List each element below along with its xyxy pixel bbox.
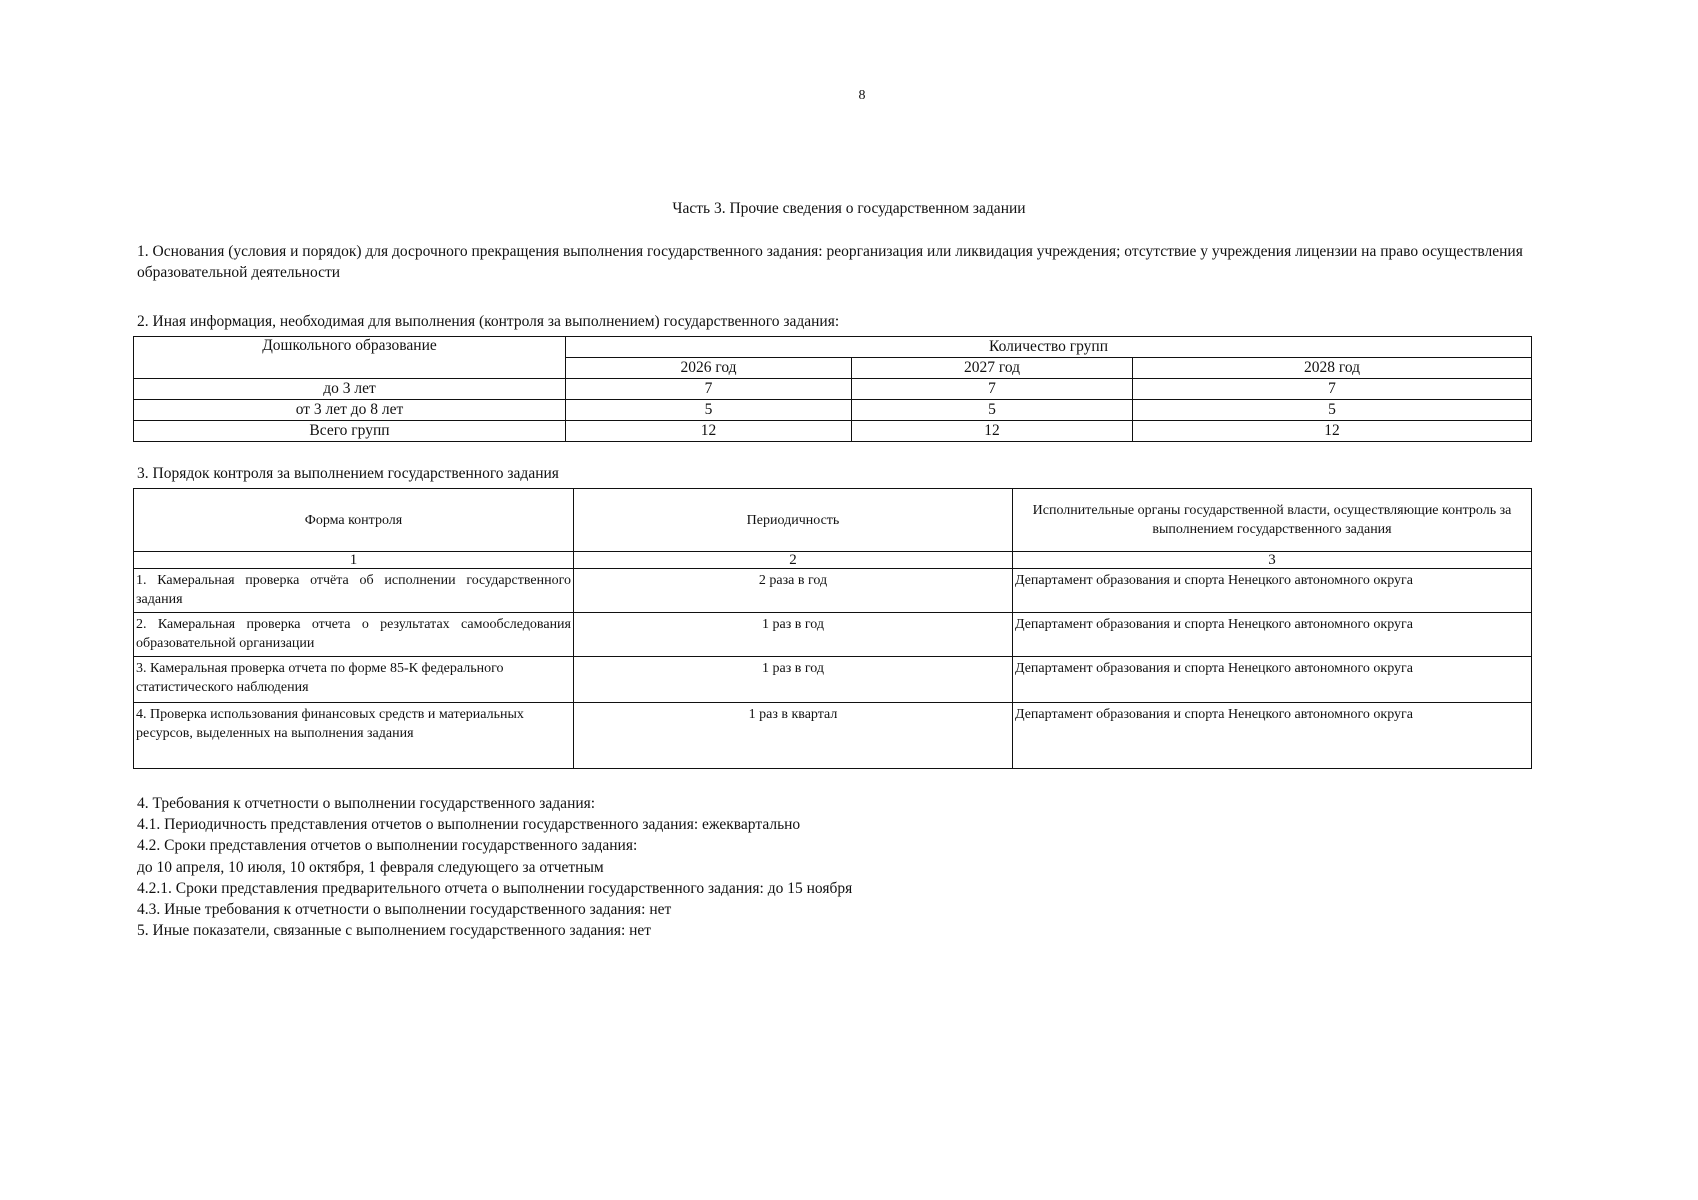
- control-form: 2. Камеральная проверка отчета о результатах самообследования образовательной организации: [134, 613, 574, 657]
- group-count: 7: [852, 379, 1133, 400]
- group-count: 12: [566, 421, 852, 442]
- periodicity: 1 раз в квартал: [574, 703, 1013, 769]
- executive-body: Департамент образования и спорта Ненецкого автономного округа: [1013, 569, 1532, 613]
- reporting-requirements: [137, 793, 1337, 941]
- control-form: 1. Камеральная проверка отчёта об исполнении государственного задания: [134, 569, 574, 613]
- table-row: [134, 400, 1532, 421]
- requirement-line: 4.1. Периодичность представления отчетов о выполнении государственного задания: ежеквартально: [137, 816, 801, 834]
- year-header: 2027 год: [852, 358, 1133, 379]
- control-form-header: Форма контроля: [134, 489, 574, 552]
- groups-top-header: Количество групп: [566, 337, 1532, 358]
- control-form: 3. Камеральная проверка отчета по форме 85-К федерального статистического наблюдения: [134, 657, 574, 703]
- group-count: 12: [852, 421, 1133, 442]
- year-header: 2028 год: [1133, 358, 1532, 379]
- requirement-line: до 10 апреля, 10 июля, 10 октября, 1 февраля следующего за отчетным: [137, 858, 604, 876]
- year-header: 2026 год: [566, 358, 852, 379]
- control-procedure-paragraph: 3. Порядок контроля за выполнением государственного задания: [137, 465, 559, 482]
- age-group-label: от 3 лет до 8 лет: [134, 400, 566, 421]
- table-row: [134, 421, 1532, 442]
- groups-left-header: Дошкольного образование: [134, 337, 566, 379]
- group-count: 7: [566, 379, 852, 400]
- requirement-line: 4.3. Иные требования к отчетности о выполнении государственного задания: нет: [137, 901, 672, 919]
- periodicity-header: Периодичность: [574, 489, 1013, 552]
- control-form: 4. Проверка использования финансовых средств и материальных ресурсов, выделенных на выполнения задания: [134, 703, 574, 769]
- age-group-label: Всего групп: [134, 421, 566, 442]
- group-count: 12: [1133, 421, 1532, 442]
- requirement-line: 4.2.1. Сроки представления предварительного отчета о выполнении государственного задания: до 15 ноября: [137, 879, 853, 897]
- table-row: [134, 379, 1532, 400]
- groups-table: [133, 336, 1532, 442]
- termination-grounds-paragraph: 1. Основания (условия и порядок) для досрочного прекращения выполнения государственного задания: реорганизация или ликвидация учреждения; отсутствие у учреждения лицензии на право осуществления образовательной деятельности: [137, 243, 1523, 281]
- periodicity: 2 раза в год: [574, 569, 1013, 613]
- age-group-label: до 3 лет: [134, 379, 566, 400]
- group-count: 7: [1133, 379, 1532, 400]
- table-row: [134, 703, 1532, 769]
- group-count: 5: [1133, 400, 1532, 421]
- column-number: 2: [574, 552, 1013, 569]
- page-number: 8: [858, 88, 866, 103]
- table-row: [134, 657, 1532, 703]
- group-count: 5: [852, 400, 1133, 421]
- requirement-line: 4. Требования к отчетности о выполнении государственного задания:: [137, 795, 596, 812]
- requirement-line: 5. Иные показатели, связанные с выполнением государственного задания: нет: [137, 922, 652, 940]
- table-row: [134, 569, 1532, 613]
- requirement-line: 4.2. Сроки представления отчетов о выполнении государственного задания:: [137, 837, 638, 855]
- executive-body: Департамент образования и спорта Ненецкого автономного округа: [1013, 703, 1532, 769]
- executive-body: Департамент образования и спорта Ненецкого автономного округа: [1013, 613, 1532, 657]
- table-row: [134, 613, 1532, 657]
- periodicity: 1 раз в год: [574, 657, 1013, 703]
- other-info-paragraph: 2. Иная информация, необходимая для выполнения (контроля за выполнением) государственного задания:: [137, 313, 840, 330]
- executive-bodies-header: Исполнительные органы государственной власти, осуществляющие контроль за выполнением государственного задания: [1013, 489, 1532, 552]
- periodicity: 1 раз в год: [574, 613, 1013, 657]
- column-number: 1: [134, 552, 574, 569]
- column-number: 3: [1013, 552, 1532, 569]
- part-title: Часть 3. Прочие сведения о государственном задании: [672, 200, 1026, 217]
- group-count: 5: [566, 400, 852, 421]
- control-table: [133, 488, 1532, 769]
- executive-body: Департамент образования и спорта Ненецкого автономного округа: [1013, 657, 1532, 703]
